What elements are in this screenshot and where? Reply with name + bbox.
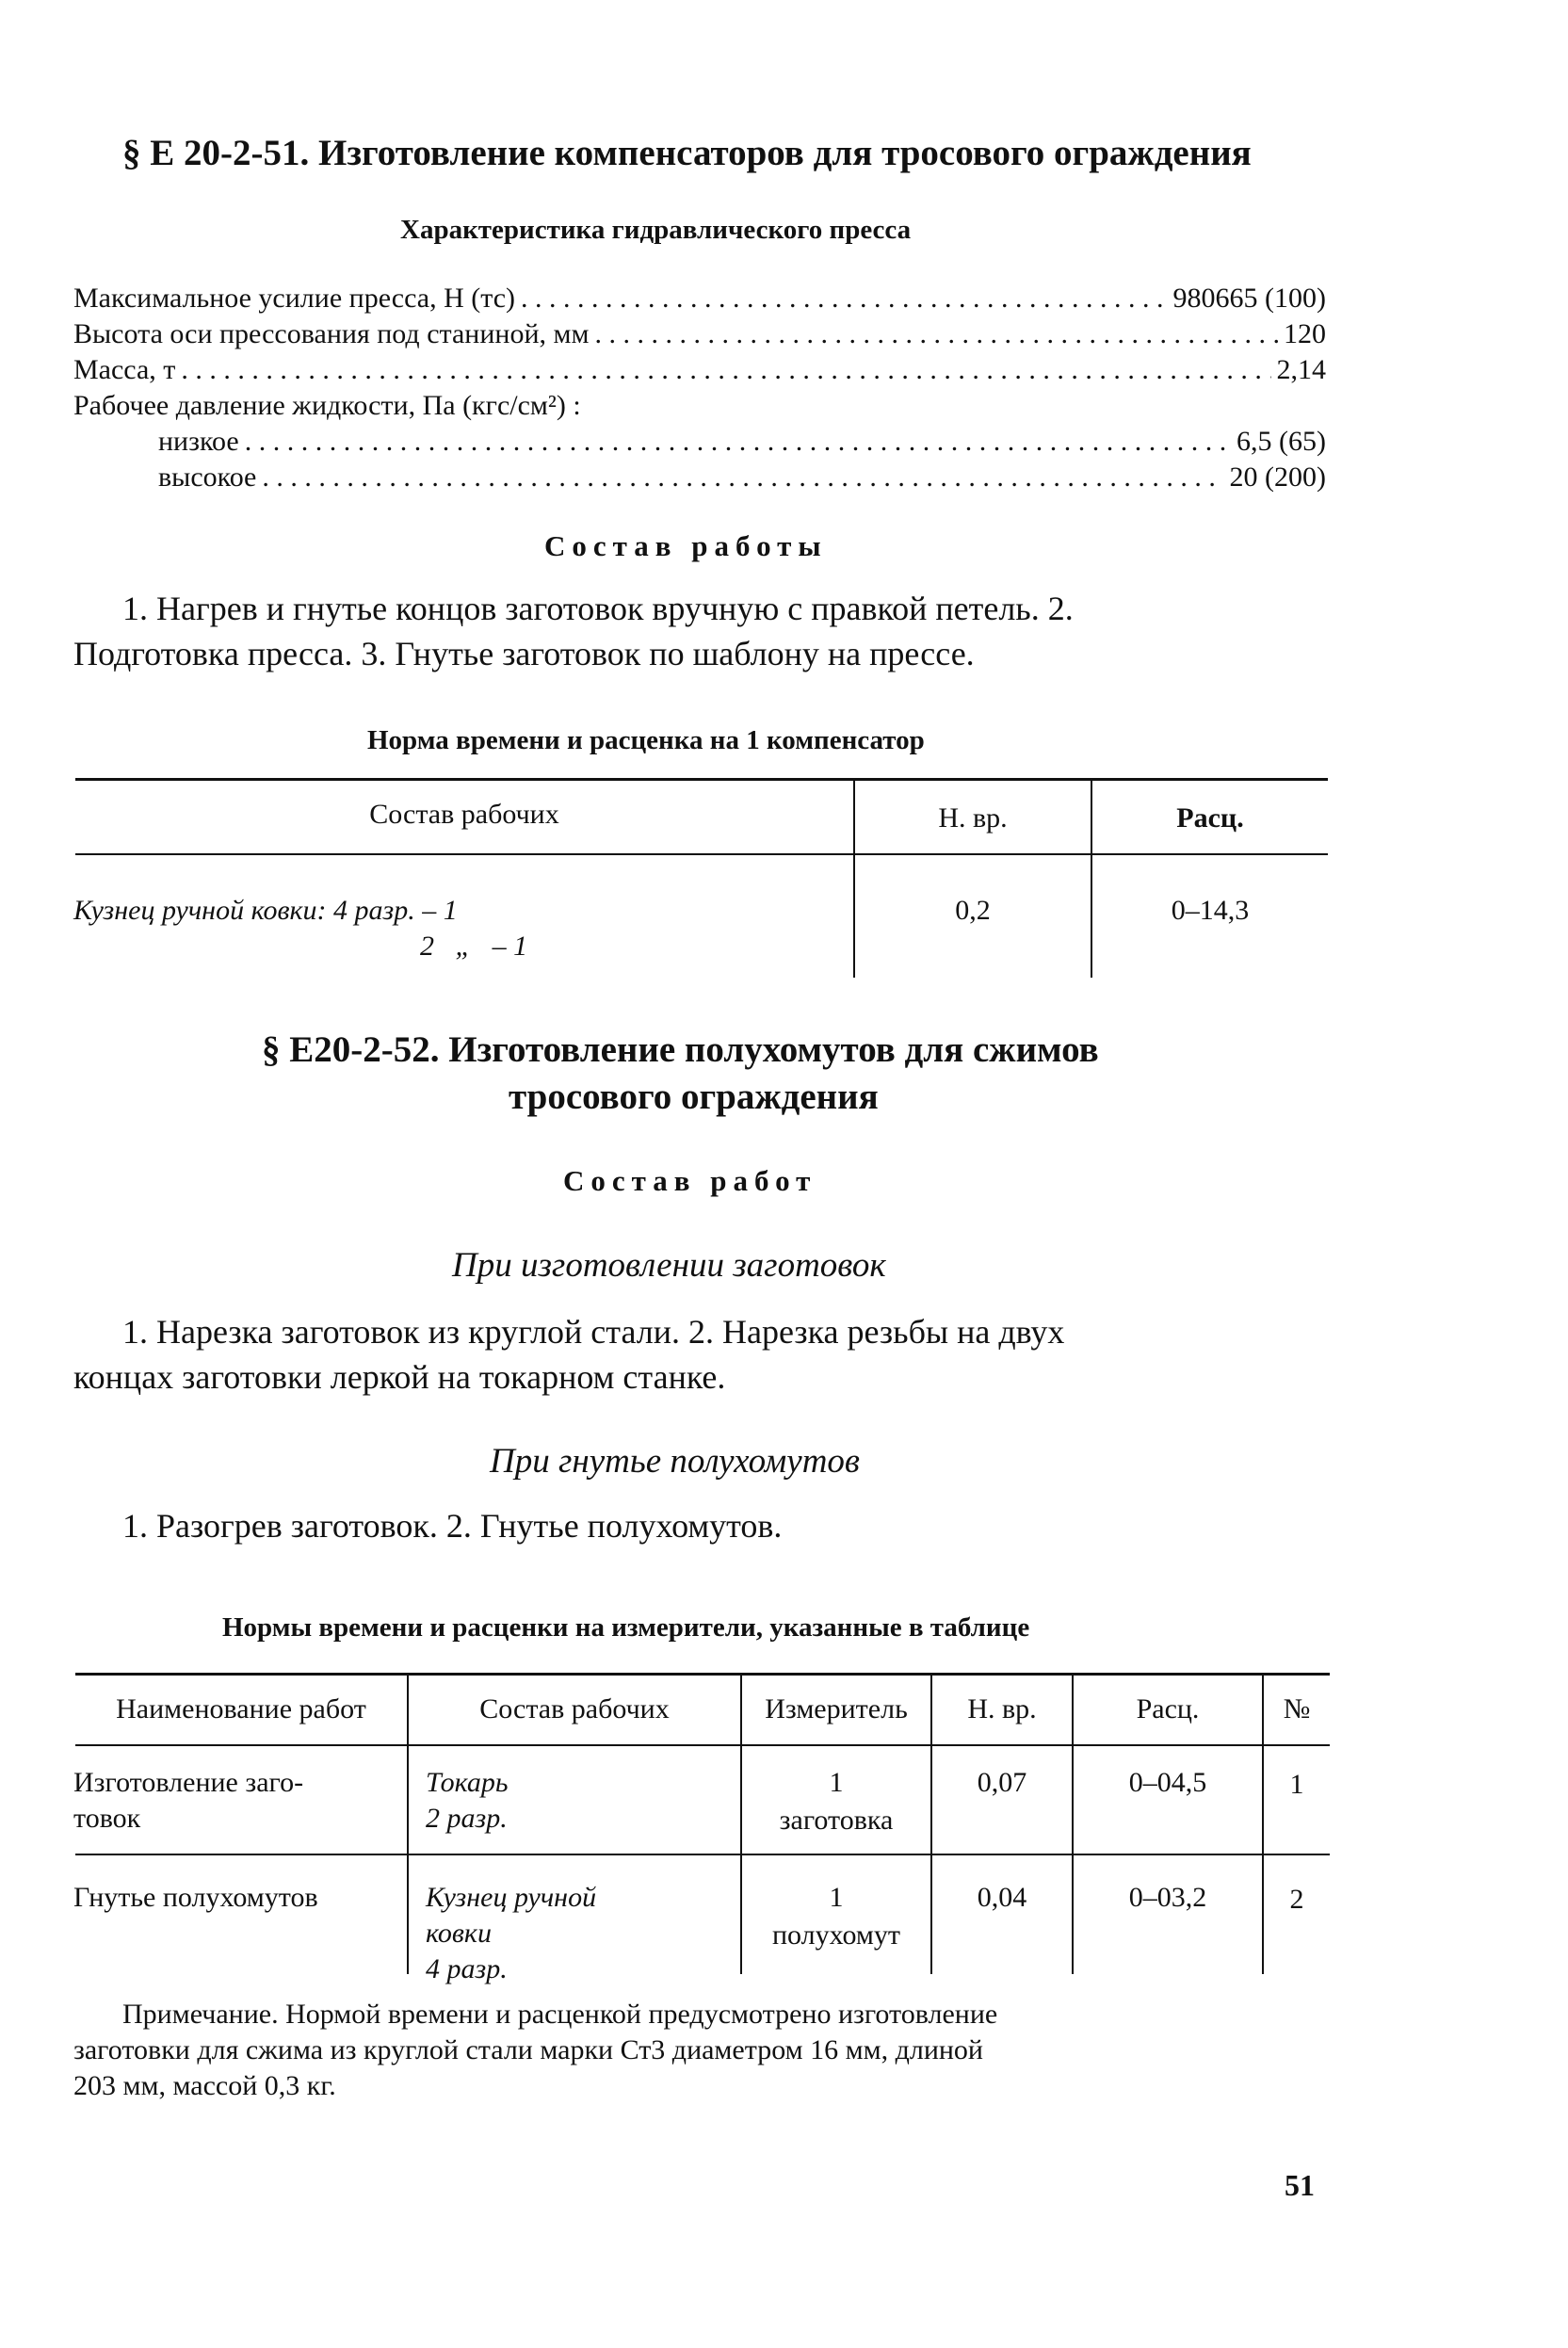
press-characteristics-heading: Характеристика гидравлического пресса <box>400 215 912 245</box>
subheading-blanks: При изготовлении заготовок <box>452 1246 886 1285</box>
table1-worker-line2: 2 „ – 1 <box>420 931 528 962</box>
table2-header-name: Наименование работ <box>116 1693 366 1725</box>
leader-dots <box>245 426 1231 458</box>
table2-title: Нормы времени и расценки на измерители, указанные в таблице <box>222 1612 1030 1643</box>
work-text-line2: Подготовка пресса. 3. Гнутье заготовок по шаблону на прессе. <box>73 635 975 672</box>
table2-row1-rate: 0–04,5 <box>1128 1767 1207 1798</box>
leader-dots <box>595 318 1279 350</box>
spec-label: Высота оси прессования под станиной, мм <box>73 318 590 349</box>
table2-row2-worker-l3: 4 разр. <box>426 1953 508 1984</box>
spec-row-mass <box>73 354 1326 390</box>
table1-rate-value: 0–14,3 <box>1171 895 1250 926</box>
table2-row1-name-l1: Изготовление заго- <box>73 1767 304 1798</box>
spec-value: 120 <box>1284 318 1326 349</box>
table1-header-norm: Н. вр. <box>938 802 1008 834</box>
spec-value: 980665 (100) <box>1172 283 1326 314</box>
table2-header-measure: Измеритель <box>765 1693 908 1725</box>
table2-row2-norm: 0,04 <box>977 1882 1027 1913</box>
table2-row2-worker-l2: ковки <box>426 1918 492 1949</box>
table2-row1-worker-l1: Токарь <box>426 1767 509 1798</box>
leader-dots <box>262 462 1223 494</box>
table1-header-workers: Состав рабочих <box>369 799 559 830</box>
table2-header-workers: Состав рабочих <box>479 1693 670 1725</box>
section2-title-line1: § Е20-2-52. Изготовление полухомутов для сжимов <box>262 1029 1099 1070</box>
work-composition-heading: Состав работы <box>544 529 828 562</box>
spec-row-force <box>73 283 1326 318</box>
blanks-text-line2: концах заготовки леркой на токарном станке. <box>73 1358 726 1396</box>
spec-label: высокое <box>158 462 257 493</box>
table1-worker-line1: Кузнец ручной ковки: 4 разр. – 1 <box>73 895 458 926</box>
table2-row1-worker-l2: 2 разр. <box>426 1803 508 1834</box>
spec-row-high-pressure <box>158 462 1326 497</box>
table1-header-rule <box>75 853 1328 855</box>
table2-row1-measure-l1: 1 <box>829 1767 844 1798</box>
note-line3: 203 мм, массой 0,3 кг. <box>73 2070 336 2101</box>
table2-top-rule <box>75 1673 1330 1676</box>
spec-label: Максимальное усилие пресса, Н (тс) <box>73 283 516 314</box>
table1-norm-value: 0,2 <box>955 895 991 926</box>
spec-row-height <box>73 318 1326 354</box>
table2-header-number: № <box>1283 1693 1311 1725</box>
table2-row1-norm: 0,07 <box>977 1767 1027 1798</box>
note-line1: Примечание. Нормой времени и расценкой предусмотрено изготовление <box>122 1999 998 2030</box>
table2-row1-name-l2: товок <box>73 1803 141 1834</box>
note-line2: заготовки для сжима из круглой стали марки Ст3 диаметром 16 мм, длиной <box>73 2034 983 2065</box>
spec-value: 20 (200) <box>1229 462 1326 493</box>
pressure-label: Рабочее давление жидкости, Па (кгс/см²) : <box>73 390 581 421</box>
table2-row2-number: 2 <box>1289 1884 1304 1915</box>
table2-header-rule <box>75 1744 1330 1746</box>
table1-top-rule <box>75 778 1328 781</box>
bending-text: 1. Разогрев заготовок. 2. Гнутье полухомутов. <box>122 1507 783 1545</box>
blanks-text-line1: 1. Нарезка заготовок из круглой стали. 2. Нарезка резьбы на двух <box>122 1313 1065 1351</box>
table2-row2-name: Гнутье полухомутов <box>73 1882 318 1913</box>
table2-row2-rate: 0–03,2 <box>1128 1882 1207 1913</box>
spec-label: низкое <box>158 426 239 457</box>
table1-header-rate: Расц. <box>1176 802 1244 834</box>
leader-dots <box>181 354 1270 386</box>
work-text-line1: 1. Нагрев и гнутье концов заготовок вручную с правкой петель. 2. <box>122 590 1074 627</box>
table2-row-rule <box>75 1854 1330 1855</box>
subheading-bending: При гнутье полухомутов <box>490 1442 860 1481</box>
table2-row2-measure-l2: полухомут <box>771 1919 900 1951</box>
spec-row-low-pressure <box>158 426 1326 462</box>
leader-dots <box>521 283 1168 315</box>
table2-row2-measure-l1: 1 <box>829 1882 844 1913</box>
section2-title-line2: тросового ограждения <box>509 1077 879 1117</box>
table2-row1-measure-l2: заготовка <box>779 1805 894 1836</box>
spec-label: Масса, т <box>73 354 176 385</box>
page-number: 51 <box>1285 2168 1315 2202</box>
table2-header-rate: Расц. <box>1136 1693 1200 1725</box>
table1-title: Норма времени и расценка на 1 компенсатор <box>367 725 925 755</box>
spec-value: 6,5 (65) <box>1237 426 1326 457</box>
table2-row1-number: 1 <box>1289 1769 1304 1800</box>
spec-value: 2,14 <box>1276 354 1326 385</box>
work-composition-heading-2: Состав работ <box>563 1164 817 1197</box>
section1-title: § Е 20-2-51. Изготовление компенсаторов для тросового ограждения <box>122 133 1252 173</box>
table2-header-norm: Н. вр. <box>967 1693 1037 1725</box>
table2-row2-worker-l1: Кузнец ручной <box>426 1882 597 1913</box>
